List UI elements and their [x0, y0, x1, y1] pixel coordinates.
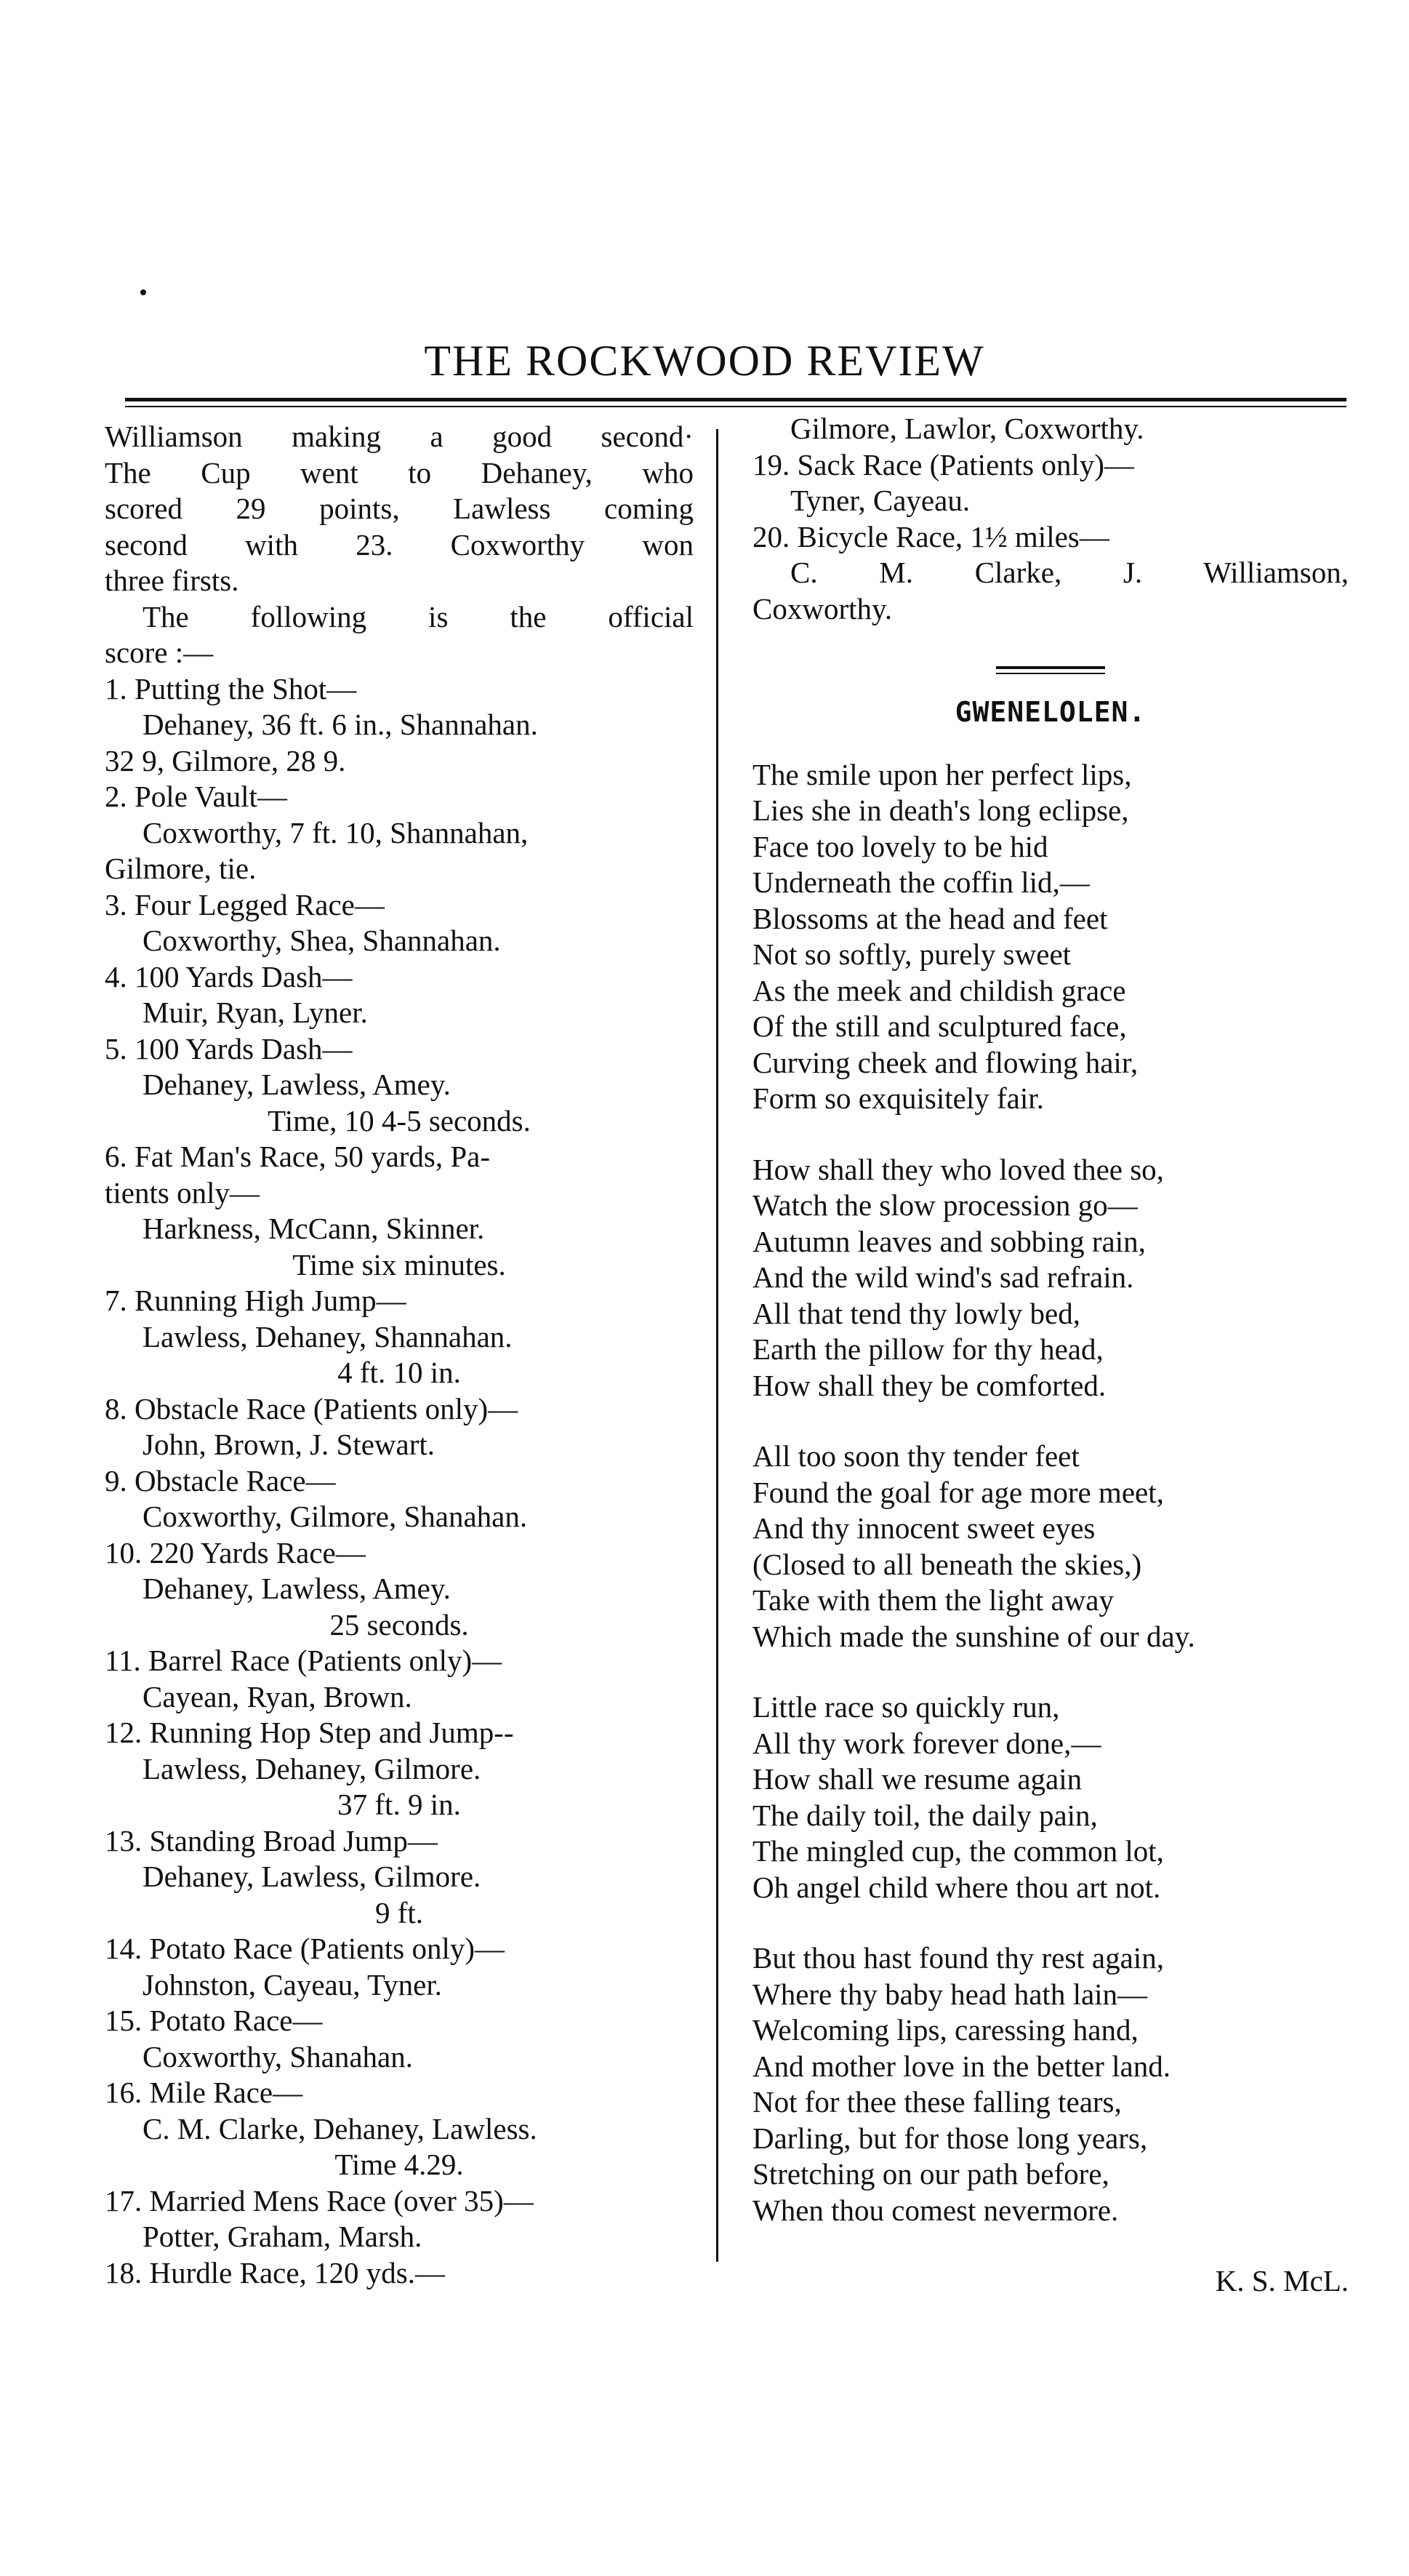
poem-line: Welcoming lips, caressing hand, — [752, 2013, 1139, 2047]
text-line: 20. Bicycle Race, 1½ miles— — [752, 519, 1109, 553]
text-line: Coxworthy. — [752, 591, 893, 625]
poem-line: Where thy baby head hath lain— — [752, 1977, 1148, 2011]
text-line: 7. Running High Jump— — [105, 1284, 406, 1317]
text-line: Potter, Graham, Marsh. — [142, 2220, 422, 2253]
text-line: second with 23. Coxworthy won — [105, 527, 694, 561]
poem-line: Not so softly, purely sweet — [752, 937, 1072, 971]
poem-stanza — [752, 757, 1349, 1117]
poem-line: The daily toil, the daily pain, — [752, 1798, 1098, 1832]
text-line: 25 seconds. — [329, 1607, 469, 1641]
poem-stanza — [752, 1689, 1349, 1905]
poem-line: But thou hast found thy rest again, — [752, 1941, 1164, 1975]
poem-line: And mother love in the better land. — [752, 2049, 1171, 2083]
text-line: Dehaney, Lawless, Gilmore. — [142, 1860, 481, 1893]
text-line: 11. Barrel Race (Patients only)— — [105, 1644, 502, 1677]
text-line: Time, 10 4-5 seconds. — [268, 1103, 531, 1137]
poem-line: Curving cheek and flowing hair, — [752, 1045, 1139, 1079]
text-line: Cayean, Ryan, Brown. — [142, 1679, 412, 1713]
text-line: Time six minutes. — [292, 1247, 506, 1281]
text-line: 5. 100 Yards Dash— — [105, 1031, 353, 1065]
text-line: The following is the official — [142, 599, 694, 633]
text-line: 9. Obstacle Race— — [105, 1463, 336, 1497]
poem-line: Little race so quickly run, — [752, 1690, 1060, 1724]
text-line: 17. Married Mens Race (over 35)— — [105, 2183, 534, 2217]
text-line: Harkness, McCann, Skinner. — [142, 1212, 485, 1245]
text-line: Time 4.29. — [334, 2148, 464, 2181]
text-line: Coxworthy, Shea, Shannahan. — [142, 924, 501, 957]
text-line: Tyner, Cayeau. — [790, 484, 971, 517]
poem-line: And thy innocent sweet eyes — [752, 1511, 1096, 1545]
poem-line: When thou comest nevermore. — [752, 2193, 1119, 2227]
poem-line: Found the goal for age more meet, — [752, 1475, 1164, 1509]
poem-line: The mingled cup, the common lot, — [752, 1834, 1164, 1868]
poem-line: As the meek and childish grace — [752, 973, 1126, 1007]
text-line: 19. Sack Race (Patients only)— — [752, 447, 1134, 481]
page-header: THE ROCKWOOD REVIEW — [424, 337, 985, 385]
poem-line: Stretching on our path before, — [752, 2157, 1109, 2191]
poem-line: Not for thee these falling tears, — [752, 2085, 1122, 2119]
text-line: scored 29 points, Lawless coming — [105, 492, 694, 525]
column-divider — [716, 429, 718, 2262]
text-line: 3. Four Legged Race— — [105, 887, 385, 921]
text-line: Lawless, Dehaney, Gilmore. — [142, 1751, 481, 1785]
text-line: Dehaney, Lawless, Amey. — [142, 1572, 451, 1605]
text-line: 14. Potato Race (Patients only)— — [105, 1932, 505, 1965]
poem-line: Face too lovely to be hid — [752, 829, 1048, 863]
text-line: Gilmore, Lawlor, Coxworthy. — [790, 412, 1144, 445]
text-line: 1. Putting the Shot— — [105, 671, 357, 705]
poem-separator-rule — [996, 666, 1105, 674]
text-line: 12. Running Hop Step and Jump-- — [105, 1716, 514, 1749]
stray-dot — [140, 289, 146, 295]
text-line: Muir, Ryan, Lyner. — [142, 996, 368, 1029]
poem-line: How shall we resume again — [752, 1762, 1083, 1796]
text-line: 18. Hurdle Race, 120 yds.— — [105, 2255, 445, 2289]
text-line: Johnston, Cayeau, Tyner. — [142, 1967, 443, 2001]
text-line: Dehaney, 36 ft. 6 in., Shannahan. — [142, 708, 538, 741]
left-column — [105, 419, 694, 2291]
text-line: John, Brown, J. Stewart. — [142, 1428, 435, 1461]
text-line: The Cup went to Dehaney, who — [105, 455, 694, 489]
text-line: 16. Mile Race— — [105, 2076, 303, 2109]
poem-line: Blossoms at the head and feet — [752, 901, 1108, 935]
text-line: 9 ft. — [374, 1895, 424, 1929]
poem-line: All thy work forever done,— — [752, 1726, 1101, 1760]
poem-line: Take with them the light away — [752, 1583, 1114, 1617]
poem-line: How shall they who loved thee so, — [752, 1152, 1164, 1186]
poem-line: Underneath the coffin lid,— — [752, 865, 1090, 899]
text-line: 32 9, Gilmore, 28 9. — [105, 743, 346, 777]
poem-line: Of the still and sculptured face, — [752, 1009, 1127, 1043]
poem-line: Earth the pillow for thy head, — [752, 1332, 1104, 1366]
poem-signature: K. S. McL. — [1215, 2264, 1349, 2297]
poem-line: All too soon thy tender feet — [752, 1439, 1080, 1473]
results-continued — [752, 411, 1349, 627]
header-rule-thick — [125, 398, 1346, 401]
poem-line: (Closed to all beneath the skies,) — [752, 1547, 1142, 1581]
text-line: C. M. Clarke, J. Williamson, — [790, 556, 1349, 589]
text-line: Lawless, Dehaney, Shannahan. — [142, 1319, 513, 1353]
right-column — [752, 411, 1349, 2300]
text-line: Williamson making a good second· — [105, 420, 694, 453]
text-line: C. M. Clarke, Dehaney, Lawless. — [142, 2111, 537, 2145]
text-line: Coxworthy, 7 ft. 10, Shannahan, — [142, 815, 529, 849]
poem-line: And the wild wind's sad refrain. — [752, 1260, 1134, 1294]
text-line: Coxworthy, Shanahan. — [142, 2039, 413, 2073]
poem-stanza — [752, 1439, 1349, 1655]
poem-body — [752, 757, 1349, 2229]
poem-line: The smile upon her perfect lips, — [752, 757, 1132, 791]
poem-line: Autumn leaves and sobbing rain, — [752, 1224, 1146, 1258]
text-line: 13. Standing Broad Jump— — [105, 1823, 438, 1857]
poem-line: Watch the slow procession go— — [752, 1188, 1138, 1222]
header-rule-thin — [125, 406, 1346, 407]
poem-stanza — [752, 1940, 1349, 2228]
text-line: Gilmore, tie. — [105, 852, 257, 885]
poem-line: How shall they be comforted. — [752, 1368, 1107, 1402]
text-line: score :— — [105, 636, 214, 669]
poem-line: Which made the sunshine of our day. — [752, 1619, 1195, 1653]
text-line: 4. 100 Yards Dash— — [105, 959, 353, 993]
text-line: 6. Fat Man's Race, 50 yards, Pa- — [105, 1140, 491, 1173]
text-line: 2. Pole Vault— — [105, 780, 287, 813]
text-line: tients only— — [105, 1175, 260, 1209]
text-line: Coxworthy, Gilmore, Shanahan. — [142, 1500, 528, 1533]
text-line: 4 ft. 10 in. — [337, 1356, 461, 1389]
text-line: 8. Obstacle Race (Patients only)— — [105, 1391, 518, 1425]
text-line: 10. 220 Yards Race— — [105, 1535, 366, 1569]
poem-line: Oh angel child where thou art not. — [752, 1870, 1161, 1904]
poem-line: Darling, but for those long years, — [752, 2121, 1148, 2155]
text-line: Dehaney, Lawless, Amey. — [142, 1068, 451, 1101]
poem-line: All that tend thy lowly bed, — [752, 1296, 1080, 1330]
poem-stanza — [752, 1152, 1349, 1404]
poem-line: Form so exquisitely fair. — [752, 1081, 1044, 1115]
text-line: 15. Potato Race— — [105, 2004, 323, 2037]
text-line: 37 ft. 9 in. — [337, 1788, 461, 1821]
text-line: three firsts. — [105, 564, 239, 597]
poem-line: Lies she in death's long eclipse, — [752, 793, 1129, 827]
poem-title: GWENELOLEN. — [955, 696, 1147, 728]
